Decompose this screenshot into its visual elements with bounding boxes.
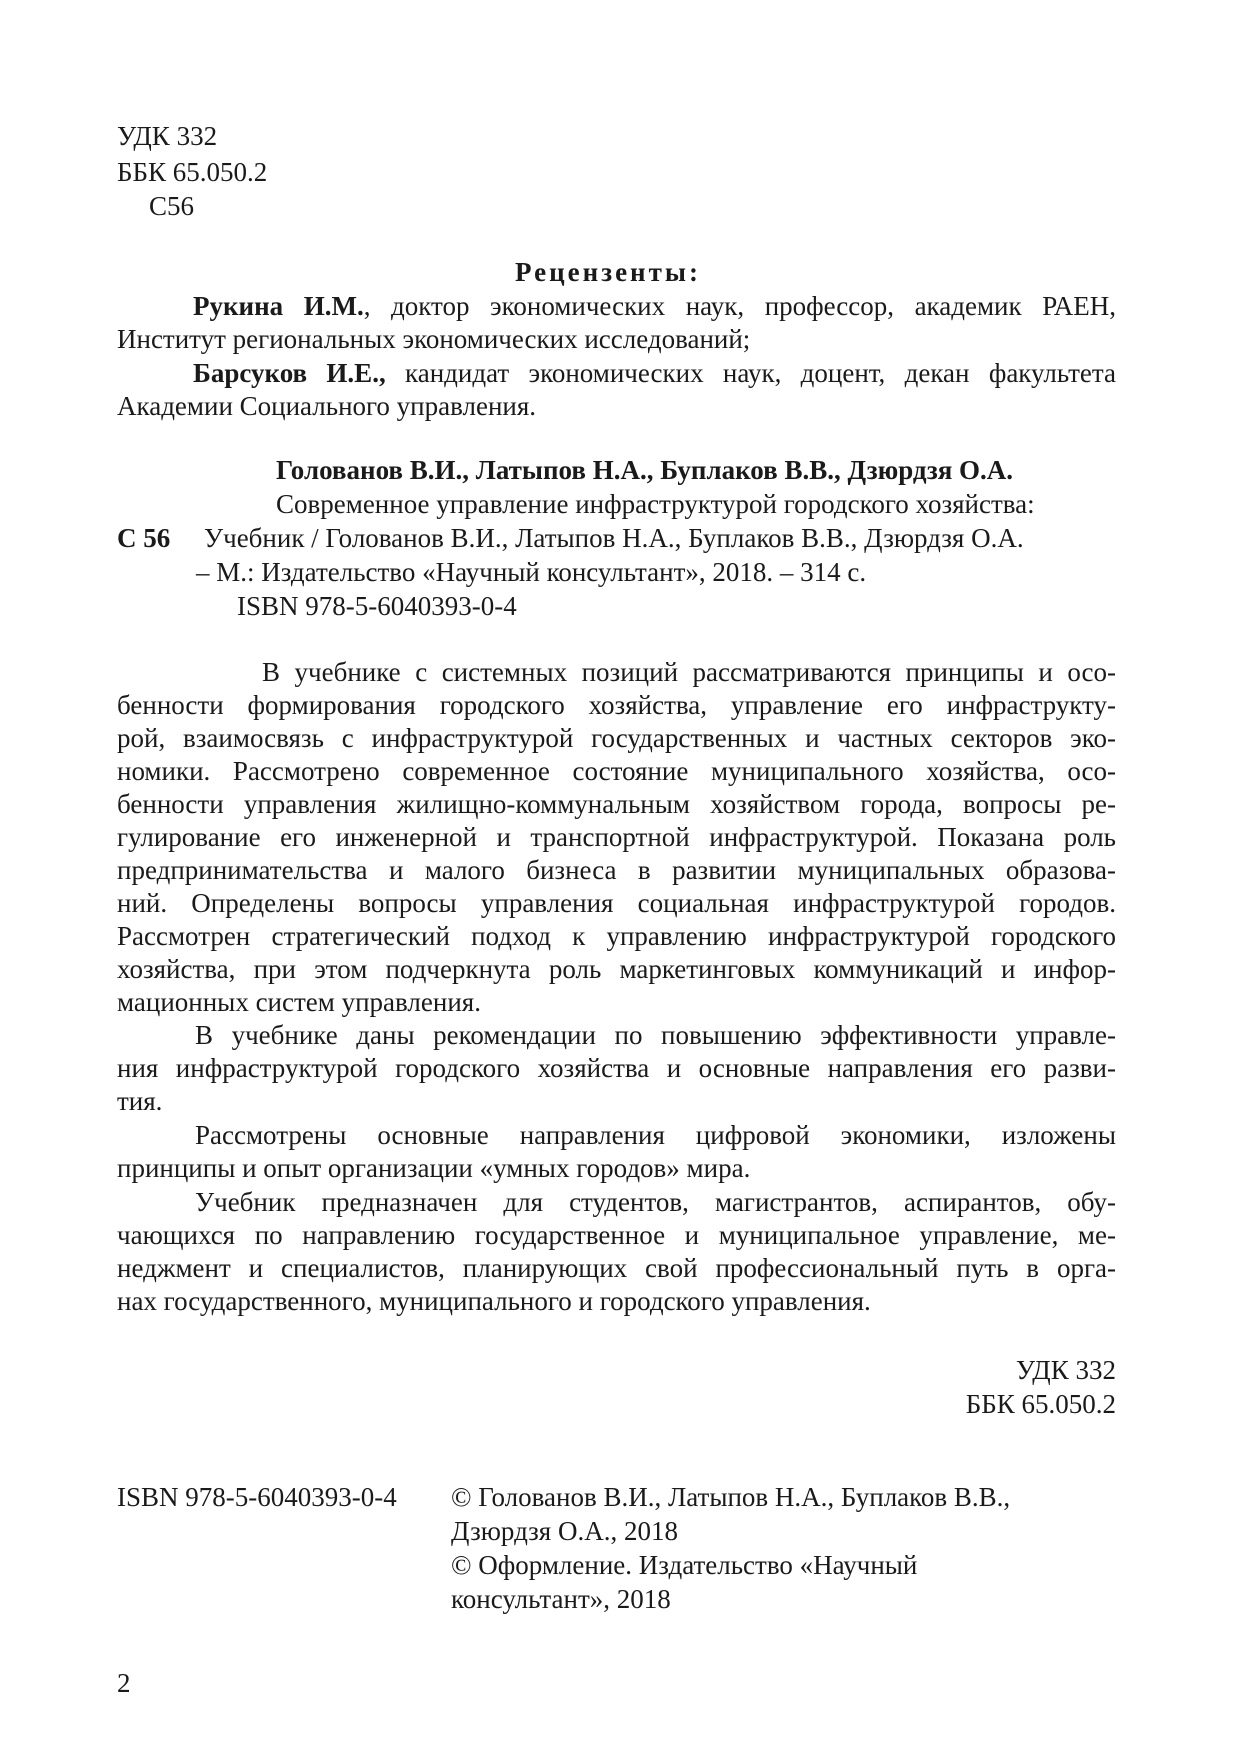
abstract-paragraph-4	[117, 1186, 1116, 1318]
bottom-udk: УДК 332	[1015, 1355, 1116, 1385]
bib-isbn: ISBN 978-5-6040393-0-4	[237, 591, 517, 621]
abstract-line: рой, взаимосвязь с инфраструктурой государственных и частных секторов эко-	[117, 723, 1116, 753]
reviewer-2-line-1: Барсуков И.Е., кандидат экономических наук, доцент, декан факультета	[193, 358, 1117, 388]
abstract-line: гулирование его инженерной и транспортной инфраструктурой. Показана роль	[117, 822, 1116, 852]
udk-code: УДК 332	[117, 121, 218, 151]
abstract-line: бенности управления жилищно-коммунальным хозяйством города, вопросы ре-	[117, 789, 1116, 819]
copyright-authors-line-1: © Голованов В.И., Латыпов Н.А., Буплаков В.В.,	[451, 1482, 1011, 1512]
copyright-authors-line-2: Дзюрдзя О.А., 2018	[451, 1516, 678, 1546]
reviewers-title: Рецензенты:	[515, 257, 701, 287]
abstract-line: ний. Определены вопросы управления социальная инфраструктурой городов.	[117, 888, 1116, 918]
abstract-paragraph-2	[117, 1019, 1116, 1118]
copyright-design-line-2: консультант», 2018	[451, 1584, 671, 1614]
abstract-line: хозяйства, при этом подчеркнута роль маркетинговых коммуникаций и инфор-	[117, 954, 1116, 984]
abstract-line: Рассмотрены основные направления цифровой экономики, изложены	[195, 1120, 1116, 1150]
bib-authors: Голованов В.И., Латыпов Н.А., Буплаков В.В., Дзюрдзя О.А.	[276, 455, 1014, 485]
copyright-isbn: ISBN 978-5-6040393-0-4	[117, 1482, 397, 1512]
reviewer-1	[117, 290, 1116, 356]
bib-title: Современное управление инфраструктурой городского хозяйства:	[276, 489, 1035, 519]
copyright-design-line-1: © Оформление. Издательство «Научный	[451, 1550, 918, 1580]
abstract-line: В учебнике даны рекомендации по повышению эффективности управле-	[195, 1020, 1116, 1050]
reviewer-1-line-2: Институт региональных экономических исследований;	[117, 324, 751, 354]
abstract-line: номики. Рассмотрено современное состояние муниципального хозяйства, осо-	[117, 756, 1116, 786]
abstract-line: бенности формирования городского хозяйства, управление его инфраструкту-	[117, 690, 1116, 720]
bottom-bbk: ББК 65.050.2	[965, 1389, 1116, 1419]
abstract-line: принципы и опыт организации «умных городов» мира.	[117, 1153, 751, 1183]
reviewer-1-name: Рукина И.М.	[193, 291, 364, 321]
abstract-line: ния инфраструктурой городского хозяйства и основные направления его разви-	[117, 1053, 1116, 1083]
abstract-line: неджмент и специалистов, планирующих свой профессиональный путь в орга-	[117, 1253, 1116, 1283]
abstract-paragraph-3	[117, 1119, 1116, 1185]
reviewer-2-line-2: Академии Социального управления.	[117, 391, 537, 421]
abstract-line: Учебник предназначен для студентов, магистрантов, аспирантов, обу-	[195, 1187, 1116, 1217]
bib-publisher: – М.: Издательство «Научный консультант», 2018. – 314 с.	[196, 557, 867, 587]
page-number: 2	[117, 1668, 131, 1698]
abstract-line: предпринимательства и малого бизнеса в развитии муниципальных образова-	[117, 855, 1116, 885]
bib-code: С 56	[117, 523, 171, 553]
abstract-line: мационных систем управления.	[117, 987, 481, 1017]
abstract-line: нах государственного, муниципального и городского управления.	[117, 1286, 871, 1316]
abstract-line: В учебнике с системных позиций рассматриваются принципы и осо-	[262, 657, 1116, 687]
reviewer-2	[117, 357, 1116, 423]
reviewer-2-name: Барсуков И.Е.,	[193, 358, 386, 388]
bib-description: Учебник / Голованов В.И., Латыпов Н.А., Буплаков В.В., Дзюрдзя О.А.	[204, 523, 1024, 553]
bbk-code: ББК 65.050.2	[117, 157, 268, 187]
abstract-paragraph-1	[117, 656, 1116, 1019]
abstract-line: Рассмотрен стратегический подход к управлению инфраструктурой городского	[117, 921, 1116, 951]
reviewer-1-line-1: Рукина И.М., доктор экономических наук, профессор, академик РАЕН,	[193, 291, 1116, 321]
author-mark: С56	[149, 191, 195, 221]
abstract-line: тия.	[117, 1086, 163, 1116]
abstract-line: чающихся по направлению государственное и муниципальное управление, ме-	[117, 1220, 1116, 1250]
